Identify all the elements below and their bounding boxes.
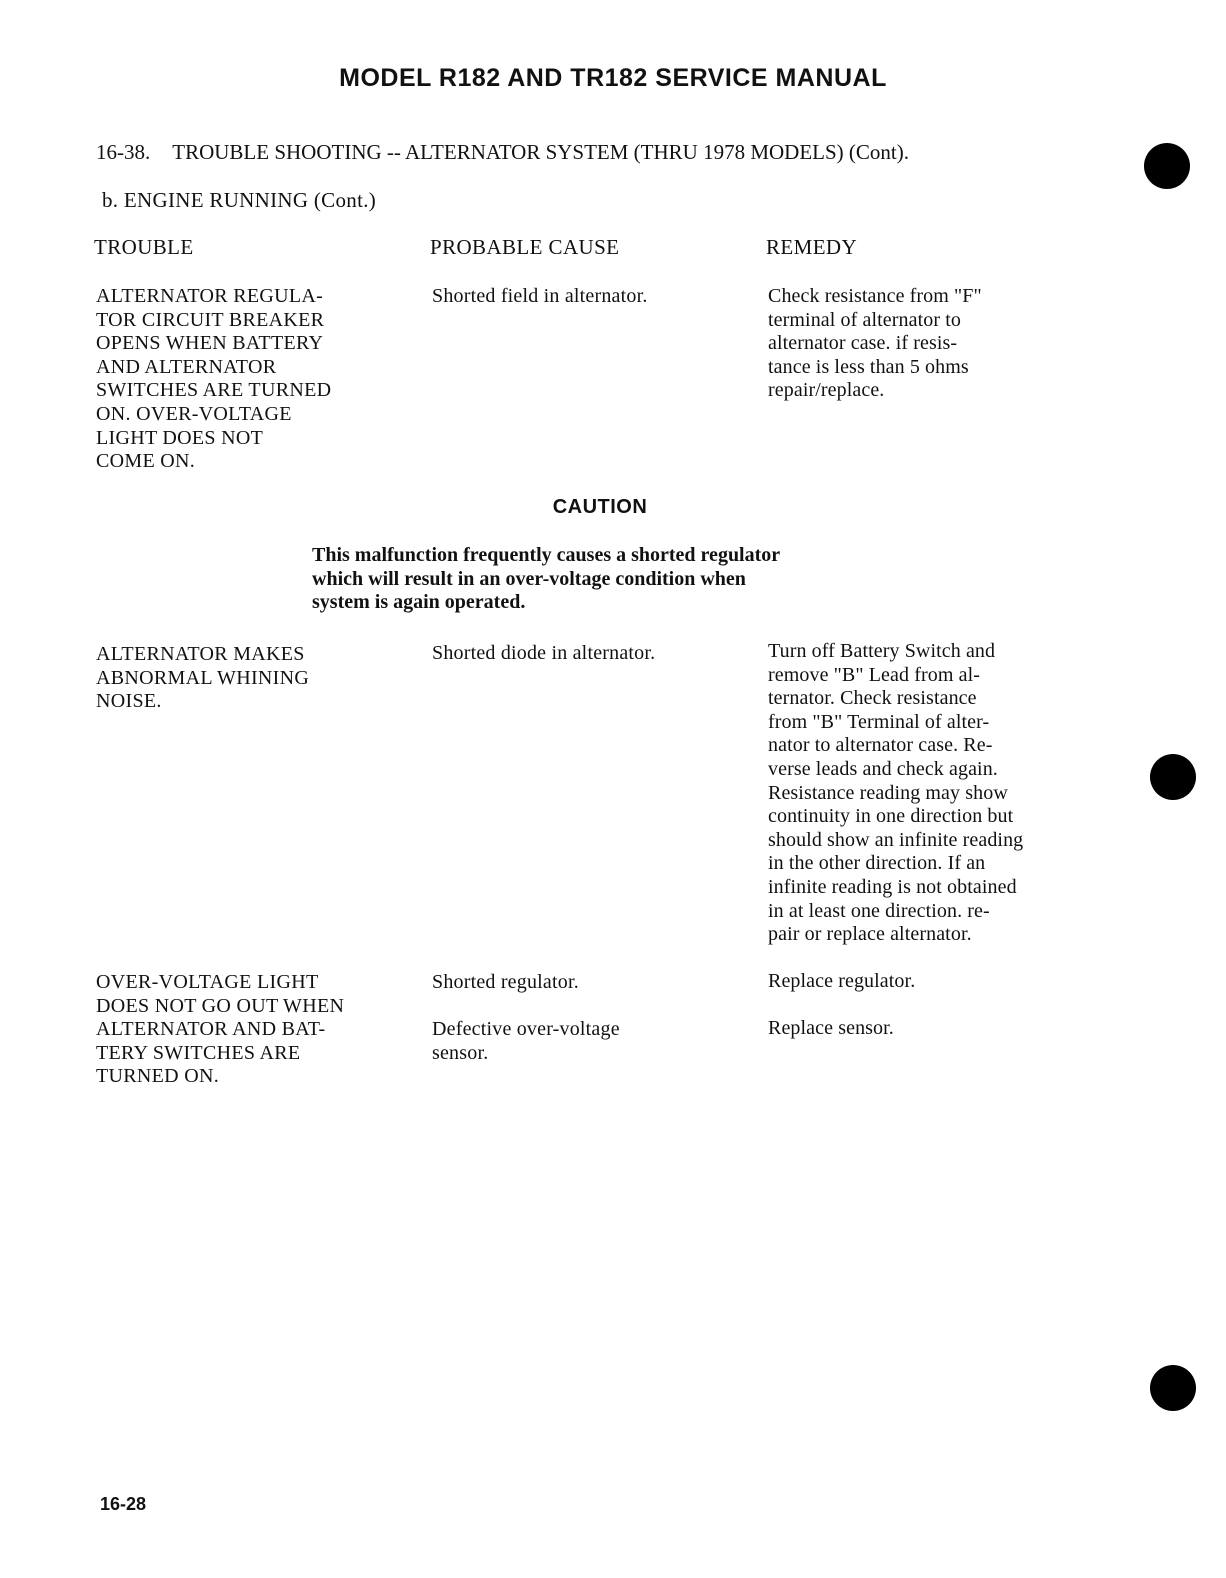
remedy-cell: Turn off Battery Switch and remove "B" Lead from al- ternator. Check resistance from "B" Terminal of alter- nator to alternator case. Re- verse leads and check again. Resistance reading may show continuity in one direction but should show an infinite reading in the other direction. If an infinite reading is not obtained in at least one direction. re- pair or replace alternator. (768, 640, 1024, 946)
subsection-heading: b. ENGINE RUNNING (Cont.) (102, 188, 377, 212)
binder-hole (1150, 754, 1196, 800)
remedy-cell: Replace regulator. (768, 970, 916, 992)
remedy-cell: Check resistance from "F" terminal of alternator to alternator case. if resis- tance is less than 5 ohms repair/replace. (768, 285, 982, 402)
section-number: 16-38. (96, 140, 151, 164)
caution-title: CAUTION (552, 496, 648, 518)
trouble-cell: ALTERNATOR REGULA- TOR CIRCUIT BREAKER OPENS WHEN BATTERY AND ALTERNATOR SWITCHES ARE TURNED ON. OVER-VOLTAGE LIGHT DOES NOT COME ON. (96, 285, 332, 473)
cause-cell: Shorted field in alternator. (432, 285, 648, 307)
page-header: MODEL R182 AND TR182 SERVICE MANUAL (339, 64, 887, 92)
binder-hole (1144, 143, 1190, 189)
page-number: 16-28 (100, 1494, 147, 1514)
cause-cell: Shorted regulator. (432, 971, 579, 993)
remedy-cell: Replace sensor. (768, 1017, 894, 1039)
cause-cell: Shorted diode in alternator. (432, 642, 656, 664)
cause-cell: Defective over-voltage sensor. (432, 1018, 620, 1064)
trouble-cell: ALTERNATOR MAKES ABNORMAL WHINING NOISE. (96, 643, 310, 713)
column-header-remedy: REMEDY (766, 235, 858, 259)
column-header-trouble: TROUBLE (94, 235, 194, 259)
section-title: TROUBLE SHOOTING -- ALTERNATOR SYSTEM (THRU 1978 MODELS) (Cont). (172, 140, 910, 164)
column-header-probable-cause: PROBABLE CAUSE (430, 235, 620, 259)
binder-hole (1150, 1365, 1196, 1411)
section-heading (96, 140, 909, 165)
trouble-cell: OVER-VOLTAGE LIGHT DOES NOT GO OUT WHEN ALTERNATOR AND BAT- TERY SWITCHES ARE TURNED ON. (96, 971, 345, 1088)
caution-text: This malfunction frequently causes a shorted regulator which will result in an over-voltage condition when system is again operated. (312, 544, 781, 614)
